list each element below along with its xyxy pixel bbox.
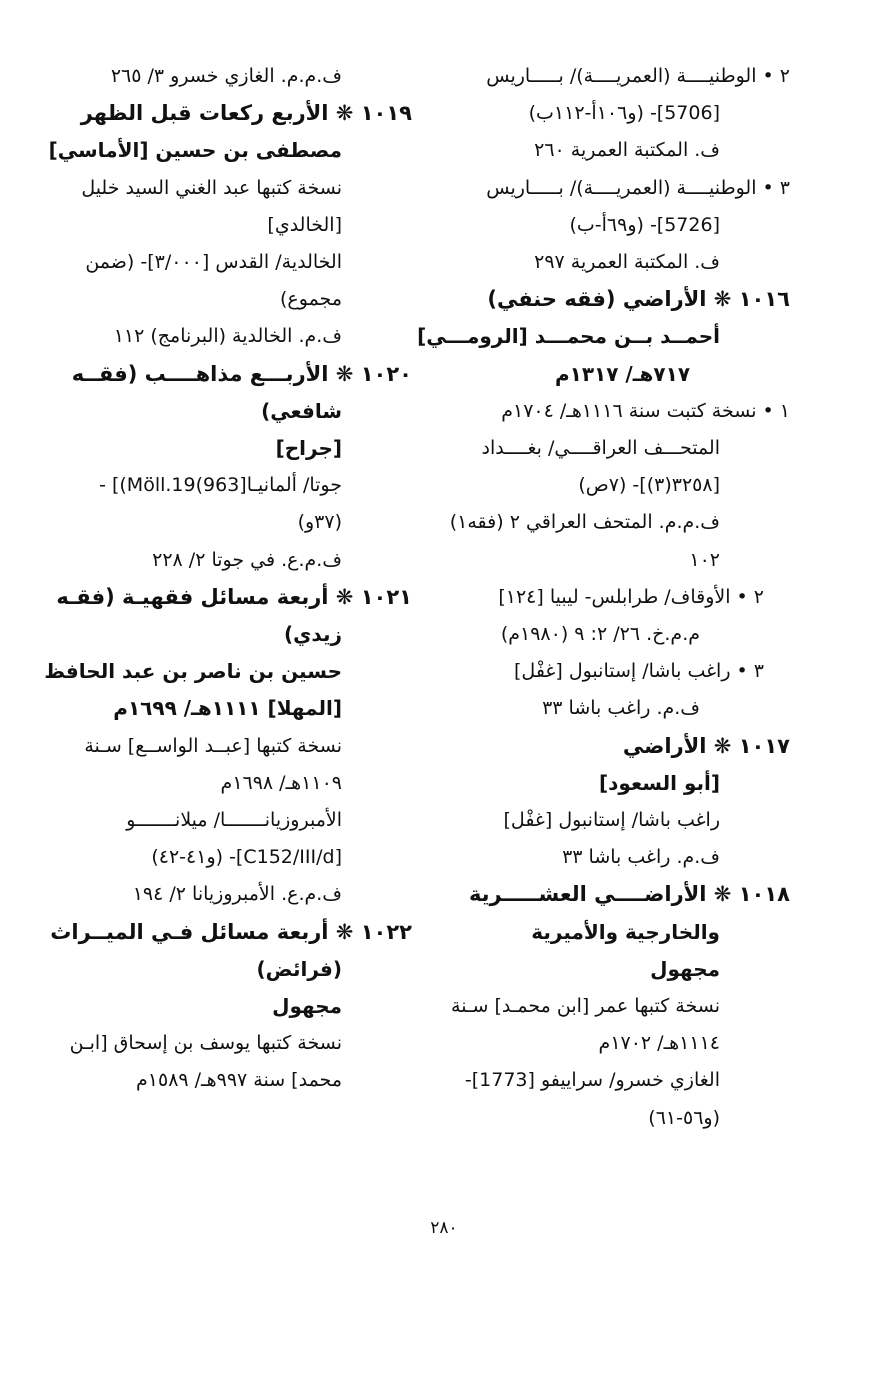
page-number: ٢٨٠: [430, 1218, 458, 1238]
text-line: [المهلا] ١١١١هـ/ ١٦٩٩م: [113, 696, 342, 721]
text-line: الخالدية/ القدس [٣/٠٠٠]- (ضمن: [85, 251, 342, 274]
text-line: [جراح]: [275, 436, 342, 461]
text-line: شافعي): [261, 398, 342, 423]
text-line: ف.م.ع. في جوتا ٢/ ٢٢٨: [152, 548, 342, 571]
text-line: مصطفى بن حسين [الأماسي]: [48, 138, 342, 163]
entry-title: ١٠٢٠ ❋ الأربـــع مذاهــــب (فقــه: [71, 361, 412, 386]
text-line: نسخة كتبها عمر [ابن محمـد] سـنة: [451, 995, 720, 1018]
text-line: مجهول: [272, 994, 342, 1019]
text-line: جوتا/ ألمانيـا[963)Möll.19)] -: [99, 474, 342, 497]
text-line: ف.م. راغب باشا ٣٣: [562, 846, 720, 869]
text-line: نسخة كتبها [عبــد الواســع] سـنة: [84, 734, 342, 757]
text-line: محمد] سنة ٩٩٧هـ/ ١٥٨٩م: [136, 1069, 342, 1092]
text-line: مجموع): [280, 288, 342, 311]
entry-title: ١٠١٨ ❋ الأراضــــي العشـــــرية: [468, 882, 790, 907]
text-line: ١ • نسخة كتبت سنة ١١١٦هـ/ ١٧٠٤م: [501, 399, 790, 422]
text-line: ف.م.م. المتحف العراقي ٢ (فقه١): [449, 511, 720, 534]
entry-title: ١٠١٩ ❋ الأربع ركعات قبل الظهر: [80, 101, 412, 126]
text-line: راغب باشا/ إستانبول [غفْل]: [503, 809, 720, 832]
text-line: ف.م.م. الغازي خسرو ٣/ ٢٦٥: [110, 65, 342, 87]
entry-title: ١٠١٧ ❋ الأراضي: [622, 733, 790, 758]
text-line: الأمبروزيانـــــــا/ ميلانـــــــو: [126, 809, 342, 832]
text-line: أحمــد بــن محمـــد [الرومـــي]: [417, 324, 720, 349]
text-line: [5726]- (و٦٩أ-ب): [569, 213, 720, 236]
text-line: الغازي خسرو/ سراييفو [1773]-: [464, 1069, 720, 1092]
text-line: [الخالدي]: [267, 213, 342, 236]
text-line: (فرائض): [256, 956, 342, 981]
text-line: (و٥٦-٦١): [648, 1106, 720, 1129]
text-line: ف.م.ع. الأمبروزيانا ٢/ ١٩٤: [132, 883, 342, 906]
text-line: ف. المكتبة العمرية ٢٦٠: [534, 139, 720, 162]
text-line: ٢ • الوطنيــــة (العمريــــة)/ بـــــاريس: [486, 65, 790, 87]
text-line: [أبو السعود]: [599, 770, 720, 795]
text-line: ٣ • الوطنيــــة (العمريــــة)/ بـــــاريس: [486, 176, 790, 199]
entry-title: ١٠٢٢ ❋ أربعة مسائل فـي الميــراث: [50, 919, 412, 944]
text-line: ف. المكتبة العمرية ٢٩٧: [534, 251, 720, 274]
text-line: مجهول: [650, 956, 720, 981]
text-line: ٢ • الأوقاف/ طرابلس- ليبيا [١٢٤]: [498, 585, 764, 608]
text-line: ١٠٢: [689, 548, 720, 571]
text-line: والخارجية والأميرية: [531, 919, 720, 944]
entry-title: ١٠١٦ ❋ الأراضي (فقه حنفي): [487, 287, 790, 312]
text-line: [C152/III/d]- (و٤١-٤٢): [151, 846, 342, 869]
entry-title: ١٠٢١ ❋ أربعة مسائل فقهيـة (فقـه: [56, 584, 412, 609]
text-line: المتحـــف العراقــــي/ بغــــداد: [481, 437, 720, 460]
text-line: ف.م. الخالدية (البرنامج) ١١٢: [113, 325, 342, 348]
text-line: ف.م. راغب باشا ٣٣: [542, 697, 700, 720]
right-column: [417, 58, 790, 1137]
text-line: نسخة كتبها يوسف بن إسحاق [ابـن: [69, 1032, 342, 1055]
text-line: م.م.خ. ٢٦/ ٢: ٩ (١٩٨٠م): [500, 623, 700, 646]
text-line: حسين بن ناصر بن عبد الحافظ: [44, 659, 342, 684]
text-line: ١١٠٩هـ/ ١٦٩٨م: [220, 771, 342, 794]
text-line: ٣ • راغب باشا/ إستانبول [غفْل]: [514, 660, 764, 683]
text-line: ٧١٧هـ/ ١٣١٧م: [554, 361, 691, 386]
text-line: [٣٢٥٨(٣)]- (٧ص): [578, 474, 720, 497]
left-column: [44, 58, 412, 1100]
text-line: زيدي): [283, 622, 342, 647]
text-line: ١١١٤هـ/ ١٧٠٢م: [598, 1032, 720, 1055]
text-line: (٣٧و): [297, 511, 342, 534]
text-line: [5706]- (و١٠٦أ-١١٢ب): [528, 102, 720, 125]
text-line: نسخة كتبها عبد الغني السيد خليل: [81, 176, 342, 199]
